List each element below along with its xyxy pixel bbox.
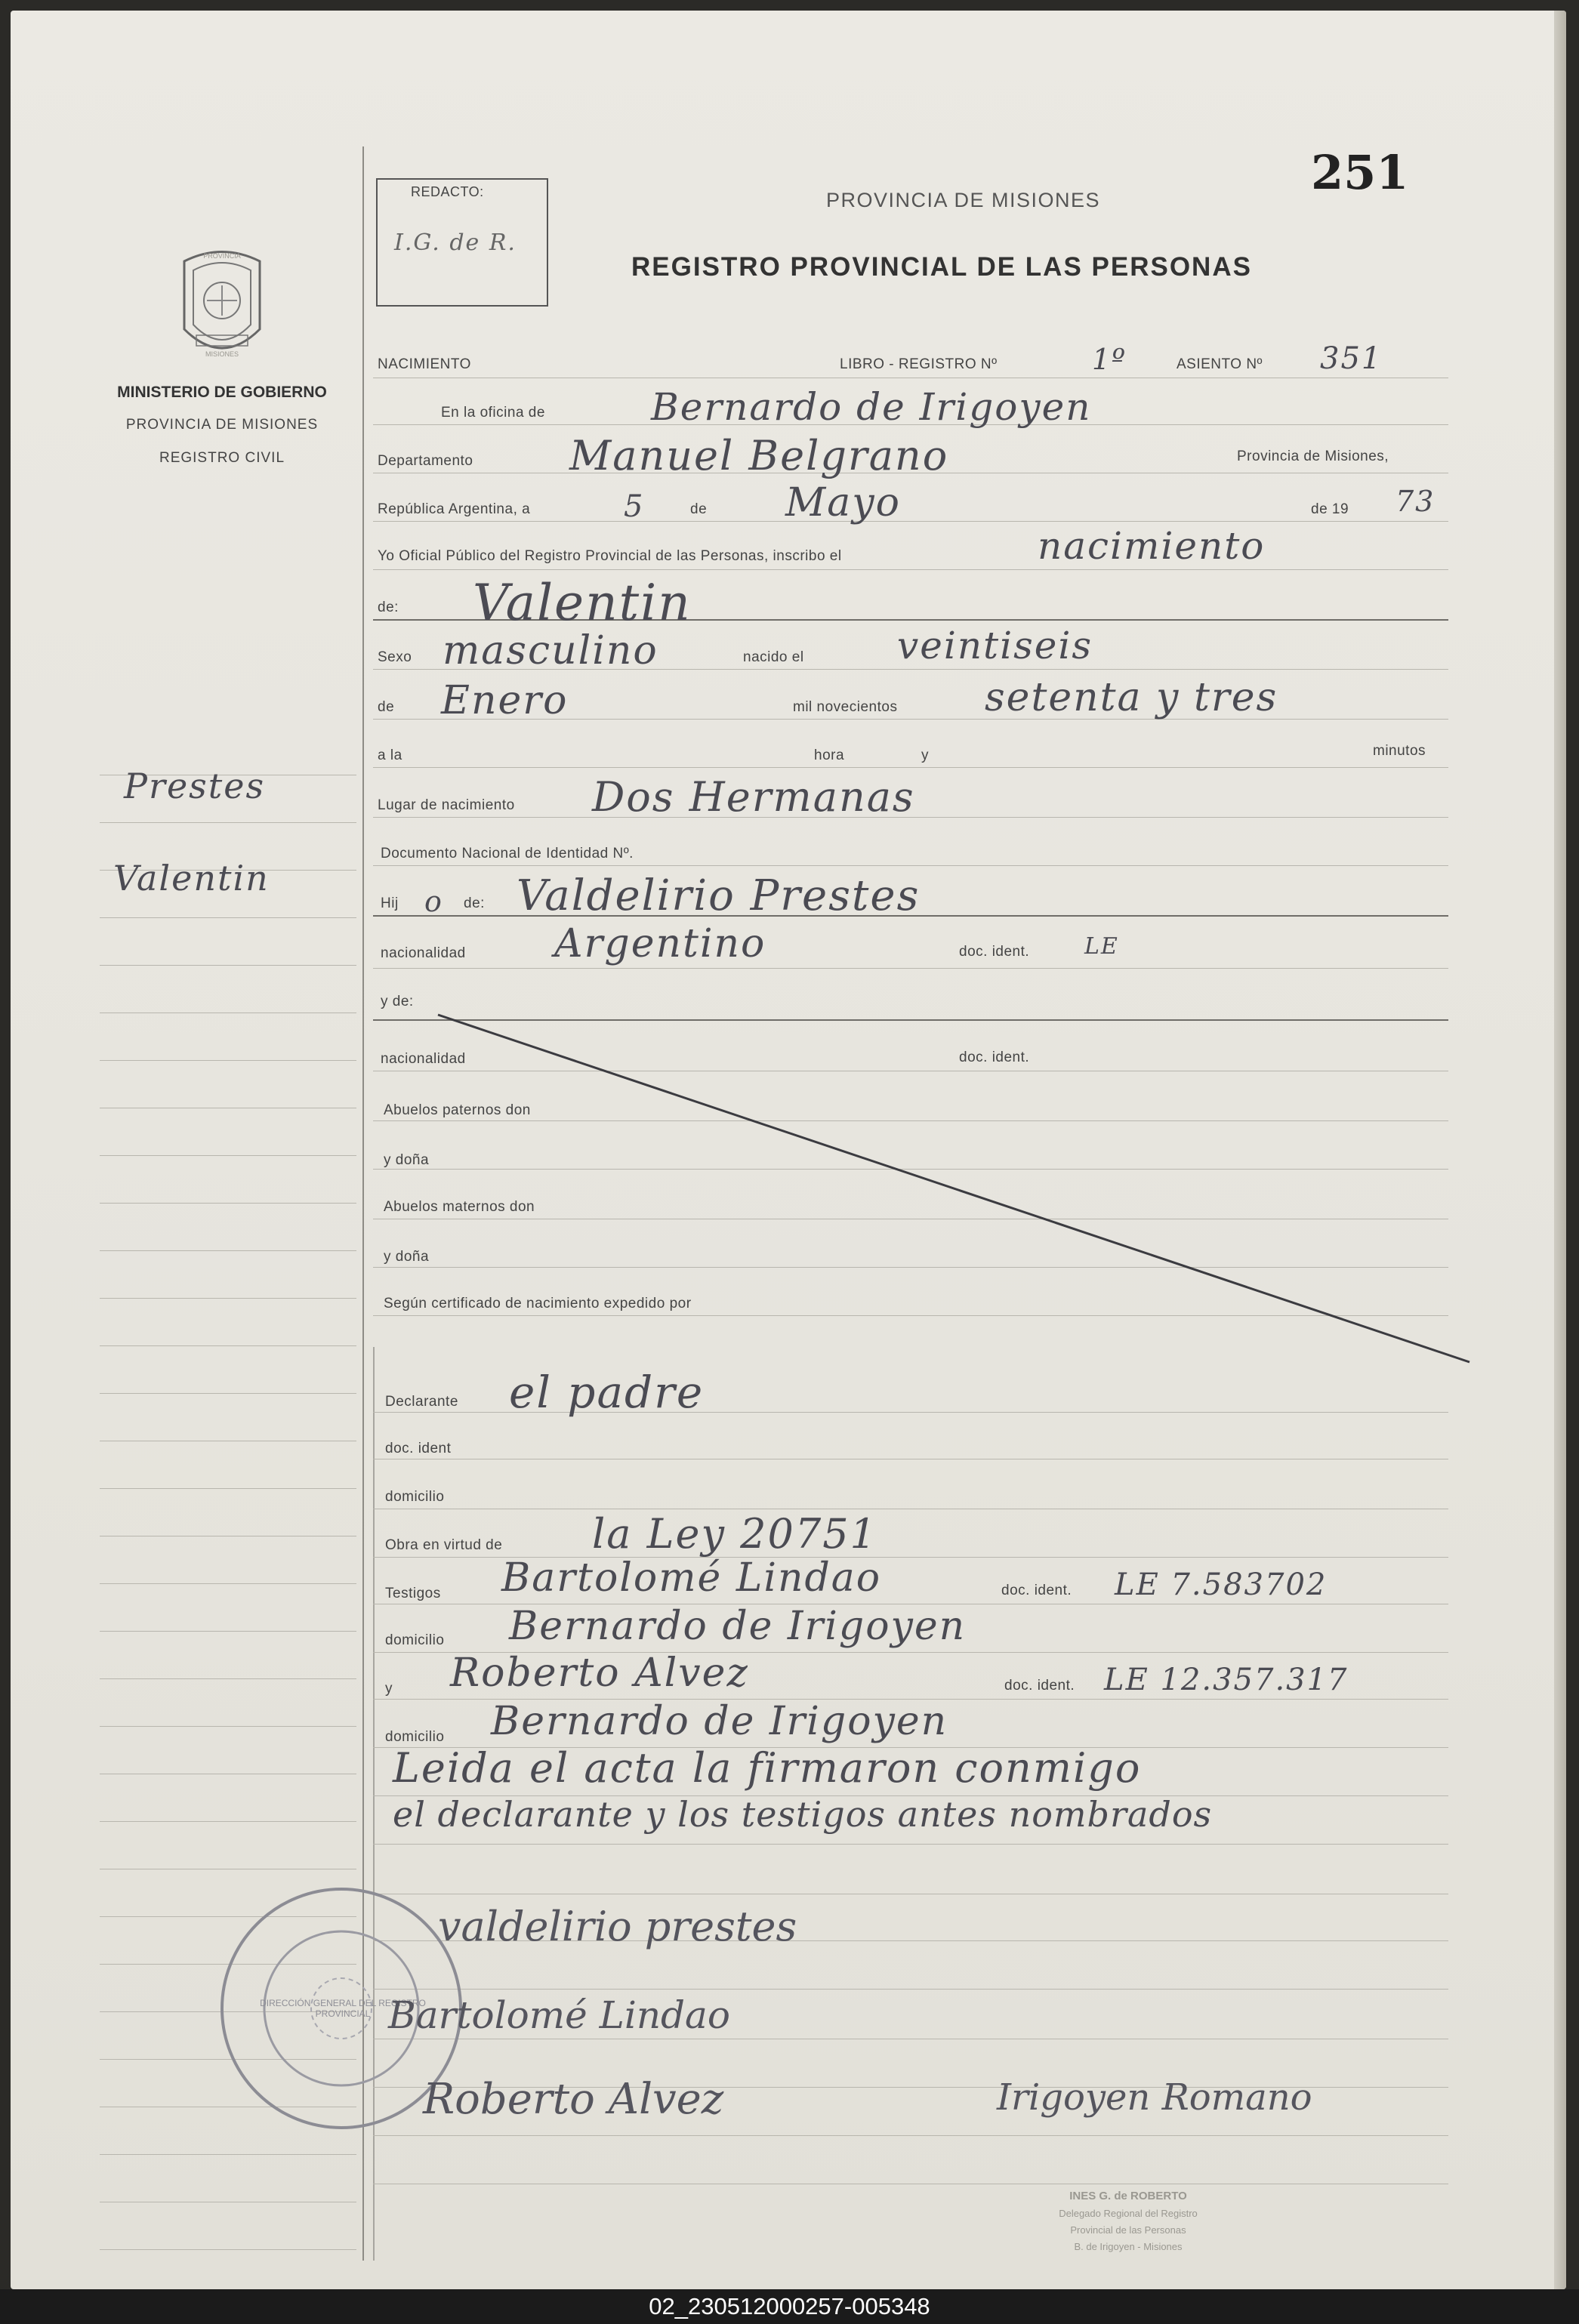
- value-sexo: masculino: [443, 628, 658, 673]
- signature-2: Bartolomé Lindao: [388, 1993, 730, 2037]
- label-de-nombre: de:: [378, 599, 399, 615]
- label-de-mes: de: [690, 501, 708, 517]
- redacto-value: I.G. de R.: [394, 230, 517, 256]
- label-sexo: Sexo: [378, 649, 412, 665]
- value-obra: la Ley 20751: [592, 1510, 877, 1558]
- label-doc-ident-1: doc. ident.: [959, 944, 1030, 960]
- value-declarante: el padre: [509, 1367, 705, 1418]
- value-dia: 5: [624, 489, 645, 524]
- label-y-de: y de:: [381, 994, 414, 1009]
- crest-text-top: PROVINCIA: [203, 252, 241, 260]
- header-title: REGISTRO PROVINCIAL DE LAS PERSONAS: [631, 252, 1252, 282]
- value-nacido-anio: setenta y tres: [985, 675, 1278, 720]
- label-y: y: [921, 747, 929, 763]
- label-hora: hora: [814, 747, 845, 763]
- label-doc-ident-4: doc. ident.: [1001, 1583, 1072, 1598]
- value-departamento: Manuel Belgrano: [569, 432, 949, 479]
- label-de-19: de 19: [1311, 501, 1349, 517]
- label-oficina: En la oficina de: [441, 405, 545, 421]
- label-republica: República Argentina, a: [378, 501, 531, 517]
- label-nacimiento: NACIMIENTO: [378, 356, 471, 372]
- value-testigo-1: Bartolomé Lindao: [501, 1555, 882, 1601]
- label-de-padre: de:: [464, 895, 485, 911]
- label-nacido: nacido el: [743, 649, 804, 665]
- official-line-3: Provincial de las Personas: [1070, 2224, 1186, 2236]
- value-libro: 1º: [1092, 343, 1127, 376]
- label-provincia-misiones: Provincia de Misiones,: [1237, 448, 1389, 464]
- value-hij-suffix: o: [424, 885, 443, 918]
- signature-1: valdelirio prestes: [438, 1903, 797, 1950]
- label-departamento: Departamento: [378, 453, 473, 469]
- official-line-2: Delegado Regional del Registro: [1059, 2208, 1198, 2219]
- stamp-text: DIRECCIÓN GENERAL DEL REGISTRO PROVINCIAL: [260, 1998, 426, 2019]
- image-id-footer: 02_230512000257-005348: [0, 2289, 1579, 2324]
- label-minutos: minutos: [1373, 743, 1426, 759]
- label-y-dona-2: y doña: [384, 1249, 430, 1265]
- label-doc-ident-3: doc. ident: [385, 1441, 452, 1456]
- value-domicilio-testigo-2: Bernardo de Irigoyen: [491, 1699, 948, 1744]
- value-domicilio-testigo-1: Bernardo de Irigoyen: [509, 1604, 967, 1649]
- page-number: 251: [1311, 145, 1409, 200]
- signature-3: Roberto Alvez: [423, 2075, 724, 2124]
- sidebar-province: PROVINCIA DE MISIONES: [125, 417, 319, 433]
- label-y-dona-1: y doña: [384, 1152, 430, 1168]
- label-yo-oficial: Yo Oficial Público del Registro Provincial de las Personas, inscribo el: [378, 548, 842, 564]
- label-domicilio-1: domicilio: [385, 1489, 445, 1505]
- official-line-4: B. de Irigoyen - Misiones: [1074, 2241, 1183, 2252]
- document-page: [11, 11, 1566, 2289]
- margin-name: Valentin: [113, 858, 270, 898]
- sidebar-registry: REGISTRO CIVIL: [159, 450, 285, 466]
- value-tipo-acto: nacimiento: [1038, 524, 1266, 568]
- label-hij: Hij: [381, 895, 399, 911]
- label-doc-ident-5: doc. ident.: [1004, 1678, 1075, 1694]
- value-doc-testigo-1: LE 7.583702: [1115, 1567, 1328, 1602]
- value-mes: Mayo: [785, 480, 901, 526]
- value-lugar: Dos Hermanas: [592, 773, 915, 821]
- value-asiento: 351: [1320, 341, 1383, 376]
- value-doc-padre: LE: [1084, 933, 1119, 960]
- label-domicilio-3: domicilio: [385, 1729, 445, 1745]
- label-obra: Obra en virtud de: [385, 1537, 503, 1553]
- label-a-la: a la: [378, 747, 402, 763]
- label-de-enero: de: [378, 699, 395, 715]
- label-nacionalidad-2: nacionalidad: [381, 1051, 466, 1067]
- value-nacido-dia: veintiseis: [897, 624, 1093, 667]
- label-asiento: ASIENTO Nº: [1177, 356, 1263, 372]
- value-nacionalidad-padre: Argentino: [554, 921, 766, 966]
- label-lugar: Lugar de nacimiento: [378, 797, 515, 813]
- signature-4: Irigoyen Romano: [997, 2076, 1312, 2119]
- label-abuelos-paternos: Abuelos paternos don: [384, 1102, 531, 1118]
- margin-surname: Prestes: [124, 766, 266, 806]
- label-nacionalidad-1: nacionalidad: [381, 945, 466, 961]
- value-oficina: Bernardo de Irigoyen: [651, 385, 1092, 429]
- value-anio: 73: [1396, 485, 1436, 518]
- value-testigo-2: Roberto Alvez: [450, 1651, 749, 1696]
- official-line-1: INES G. de ROBERTO: [1069, 2190, 1187, 2202]
- value-cierre-2: el declarante y los testigos antes nombrados: [393, 1794, 1213, 1835]
- label-abuelos-maternos: Abuelos maternos don: [384, 1199, 535, 1215]
- redacto-label: REDACTO:: [411, 184, 484, 199]
- label-testigos: Testigos: [385, 1586, 441, 1601]
- value-cierre-1: Leida el acta la firmaron conmigo: [393, 1744, 1142, 1792]
- label-doc-ident-2: doc. ident.: [959, 1049, 1030, 1065]
- crest-text-bottom: MISIONES: [205, 350, 239, 358]
- value-nombre: Valentin: [473, 574, 692, 632]
- header-province: PROVINCIA DE MISIONES: [826, 189, 1101, 211]
- label-y-testigo: y: [385, 1681, 393, 1697]
- label-domicilio-2: domicilio: [385, 1632, 445, 1648]
- label-libro: LIBRO - REGISTRO Nº: [840, 356, 998, 372]
- ministry-name: MINISTERIO DE GOBIERNO: [117, 384, 327, 401]
- label-segun: Según certificado de nacimiento expedido por: [384, 1296, 692, 1311]
- value-doc-testigo-2: LE 12.357.317: [1104, 1663, 1349, 1697]
- label-declarante: Declarante: [385, 1394, 458, 1410]
- value-nacido-mes: Enero: [441, 678, 569, 723]
- label-mil: mil novecientos: [793, 699, 898, 715]
- label-documento: Documento Nacional de Identidad Nº.: [381, 846, 634, 861]
- value-padre: Valdelirio Prestes: [517, 871, 921, 920]
